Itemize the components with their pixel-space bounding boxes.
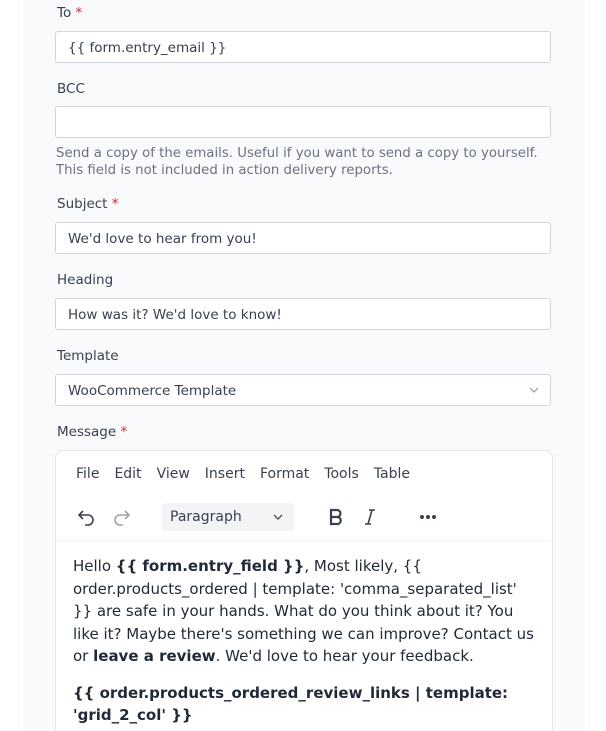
menu-table[interactable]: Table bbox=[373, 466, 410, 482]
heading-input[interactable]: How was it? We'd love to know! bbox=[55, 298, 551, 330]
rich-text-editor bbox=[55, 450, 553, 731]
undo-icon[interactable] bbox=[76, 507, 96, 527]
menu-tools[interactable]: Tools bbox=[324, 466, 359, 482]
template-select-value: WooCommerce Template bbox=[68, 383, 237, 399]
editor-content[interactable] bbox=[73, 555, 537, 731]
bcc-input[interactable] bbox=[55, 106, 551, 138]
italic-icon[interactable] bbox=[360, 507, 380, 527]
bold-text-run: {{ form.entry_field }} bbox=[115, 557, 305, 575]
text-run: Hello bbox=[73, 557, 116, 575]
heading-label: Heading bbox=[57, 272, 114, 288]
text-run: , Most likely, {{ order.products_ordered | template: 'comma_separated_list' }} are safe in your hands. What do you think about it? You like it? Maybe there's something we can improve? Contact us or bbox=[73, 557, 534, 665]
menu-file[interactable]: File bbox=[76, 466, 100, 482]
to-label bbox=[57, 5, 82, 21]
editor-toolbar bbox=[56, 496, 552, 540]
required-marker: * bbox=[111, 196, 119, 212]
bold-text-run: {{ order.products_ordered_review_links | template: 'grid_2_col' }} bbox=[73, 683, 509, 724]
block-format-select[interactable] bbox=[162, 503, 294, 531]
required-marker: * bbox=[75, 5, 83, 21]
message-paragraph bbox=[73, 555, 537, 668]
message-label bbox=[57, 424, 127, 440]
message-label-text: Message bbox=[57, 424, 117, 440]
subject-label-text: Subject bbox=[57, 196, 108, 212]
subject-input[interactable]: We'd love to hear from you! bbox=[55, 222, 551, 254]
template-select[interactable] bbox=[55, 374, 551, 406]
bold-icon[interactable] bbox=[326, 507, 346, 527]
menu-view[interactable]: View bbox=[156, 466, 190, 482]
block-format-value: Paragraph bbox=[170, 509, 242, 525]
bcc-label: BCC bbox=[57, 81, 85, 97]
template-label: Template bbox=[57, 348, 119, 364]
text-run: . We'd love to hear your feedback. bbox=[215, 647, 474, 665]
toolbar-divider bbox=[56, 540, 550, 542]
menu-edit[interactable]: Edit bbox=[114, 466, 142, 482]
required-marker: * bbox=[120, 424, 128, 440]
more-icon[interactable] bbox=[418, 507, 438, 527]
editor-menubar bbox=[76, 466, 425, 482]
menu-format[interactable]: Format bbox=[259, 466, 310, 482]
to-label-text: To bbox=[57, 5, 72, 21]
subject-label bbox=[57, 196, 119, 212]
bcc-help-text: Send a copy of the emails. Useful if you want to send a copy to yourself. This field is not included in action delivery reports. bbox=[56, 146, 538, 178]
bold-text-run: leave a review bbox=[93, 647, 216, 665]
chevron-down-icon bbox=[528, 384, 540, 396]
action-settings-panel bbox=[23, 0, 585, 731]
chevron-down-icon bbox=[272, 511, 284, 523]
menu-insert[interactable]: Insert bbox=[204, 466, 245, 482]
to-input[interactable]: {{ form.entry_email }} bbox=[55, 31, 551, 63]
redo-icon[interactable] bbox=[112, 507, 132, 527]
message-paragraph bbox=[73, 682, 537, 727]
